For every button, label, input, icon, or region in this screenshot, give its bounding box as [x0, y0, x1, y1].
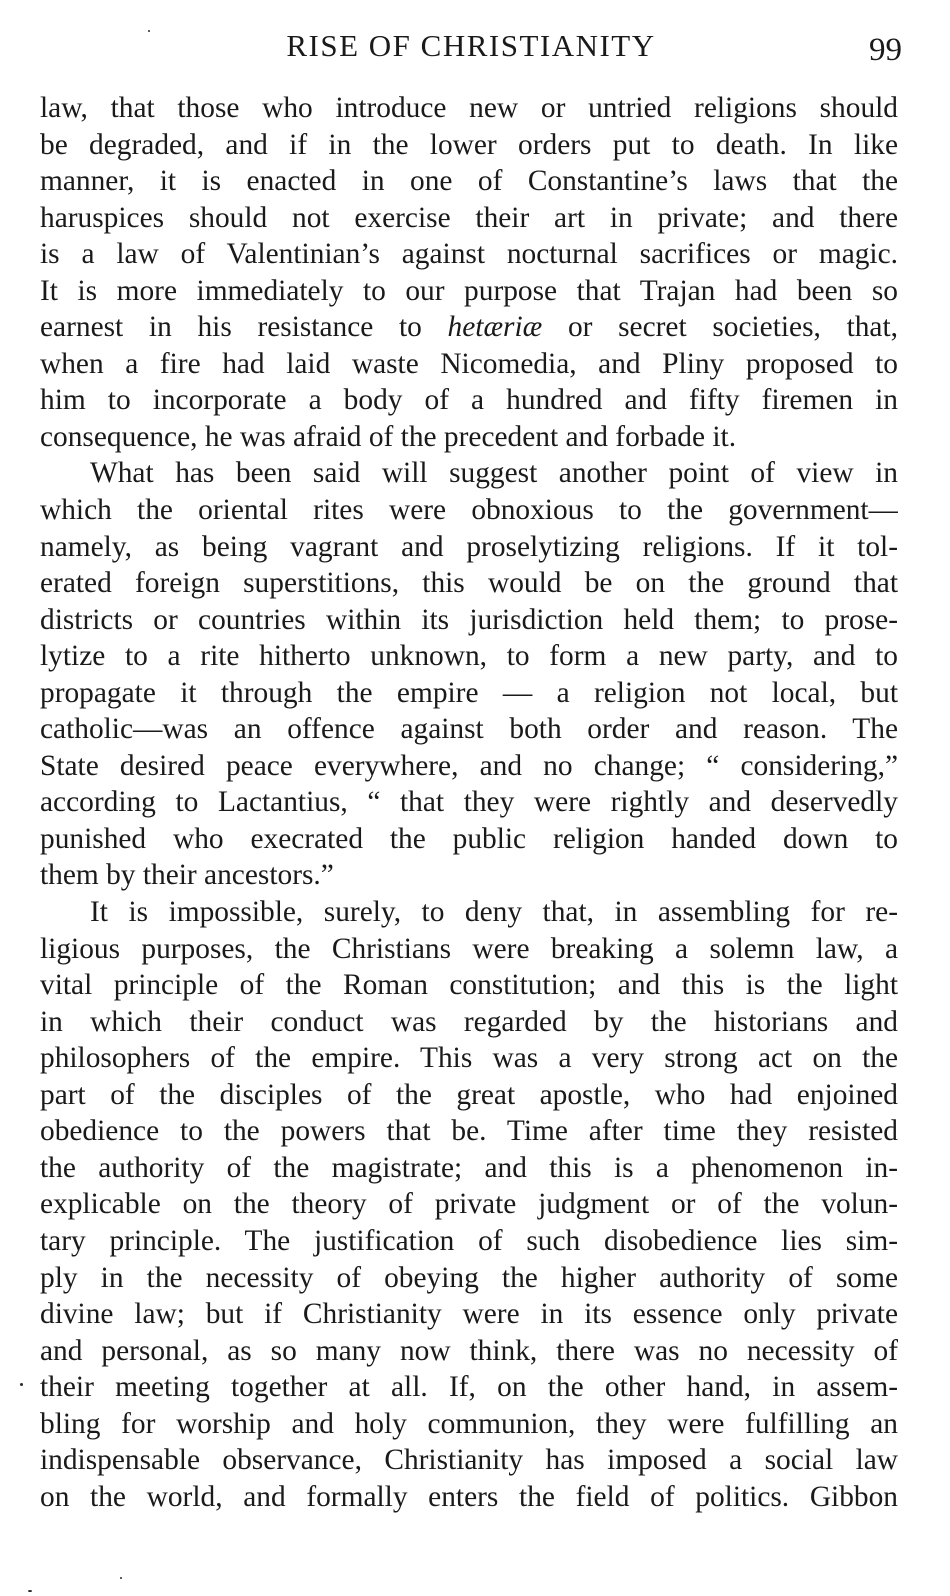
text-segment: or secret societies, that,: [542, 311, 898, 344]
text-line: It is more immediately to our purpose that Trajan had been so: [40, 274, 898, 307]
text-line: lytize to a rite hitherto unknown, to form a new party, and to: [40, 640, 898, 673]
running-title: RISE OF CHRISTIANITY: [286, 28, 656, 63]
text-line: It is impossible, surely, to deny that, in assembling for re-: [90, 896, 898, 929]
italic-term: hetæriæ: [447, 311, 543, 344]
text-line: be degraded, and if in the lower orders put to death. In like: [40, 128, 898, 161]
text-line: explicable on the theory of private judgment or of the volun-: [40, 1188, 898, 1221]
text-segment: earnest in his resistance to: [40, 311, 448, 344]
text-line: according to Lactantius, “ that they were rightly and deservedly: [40, 786, 898, 819]
text-line: obedience to the powers that be. Time after time they resisted: [40, 1115, 898, 1148]
text-line: the authority of the magistrate; and this is a phenomenon in-: [40, 1151, 898, 1184]
running-head: [40, 26, 902, 70]
text-line: punished who execrated the public religion handed down to: [40, 822, 898, 855]
text-line: philosophers of the empire. This was a very strong act on the: [40, 1042, 898, 1075]
text-line: him to incorporate a body of a hundred and fifty firemen in: [40, 384, 898, 417]
body-text: [40, 90, 898, 1515]
text-line: propagate it through the empire — a religion not local, but: [40, 676, 898, 709]
text-line: and personal, as so many now think, there was no necessity of: [40, 1334, 898, 1367]
text-line: catholic—was an offence against both order and reason. The: [40, 713, 898, 746]
text-line: bling for worship and holy communion, they were fulfilling an: [40, 1407, 898, 1440]
text-line: in which their conduct was regarded by the historians and: [40, 1005, 898, 1038]
text-line: divine law; but if Christianity were in its essence only private: [40, 1298, 898, 1331]
text-line: namely, as being vagrant and proselytizing religions. If it tol-: [40, 530, 898, 563]
text-line: their meeting together at all. If, on the other hand, in assem-: [40, 1371, 898, 1404]
text-line: haruspices should not exercise their art in private; and there: [40, 201, 898, 234]
text-line: ply in the necessity of obeying the higher authority of some: [40, 1261, 898, 1294]
scan-speck: [28, 1590, 32, 1592]
text-line: ligious purposes, the Christians were breaking a solemn law, a: [40, 932, 898, 965]
text-line: when a fire had laid waste Nicomedia, and Pliny proposed to: [40, 347, 898, 380]
text-line: [40, 309, 898, 346]
text-line: consequence, he was afraid of the precedent and forbade it.: [40, 420, 737, 453]
text-line: them by their ancestors.”: [40, 859, 334, 892]
text-line: law, that those who introduce new or untried religions should: [40, 92, 898, 124]
text-line: districts or countries within its jurisdiction held them; to prose-: [40, 603, 898, 636]
scan-speck: [148, 30, 150, 32]
text-line: erated foreign superstitions, this would be on the ground that: [40, 567, 898, 600]
text-line: is a law of Valentinian’s against nocturnal sacrifices or magic.: [40, 238, 898, 271]
text-line: on the world, and formally enters the field of politics. Gibbon: [40, 1480, 898, 1513]
scan-speck: [20, 1383, 23, 1386]
scan-speck: [120, 1577, 122, 1579]
text-line: What has been said will suggest another point of view in: [90, 457, 898, 490]
text-line: indispensable observance, Christianity has imposed a social law: [40, 1444, 898, 1477]
text-line: which the oriental rites were obnoxious to the government—: [40, 494, 898, 527]
text-line: vital principle of the Roman constitution; and this is the light: [40, 969, 898, 1002]
text-line: part of the disciples of the great apostle, who had enjoined: [40, 1078, 898, 1111]
text-line: manner, it is enacted in one of Constantine’s laws that the: [40, 165, 898, 198]
page-number: 99: [869, 32, 902, 68]
text-line: State desired peace everywhere, and no change; “ considering,”: [40, 749, 898, 782]
text-line: tary principle. The justification of such disobedience lies sim-: [40, 1224, 898, 1257]
